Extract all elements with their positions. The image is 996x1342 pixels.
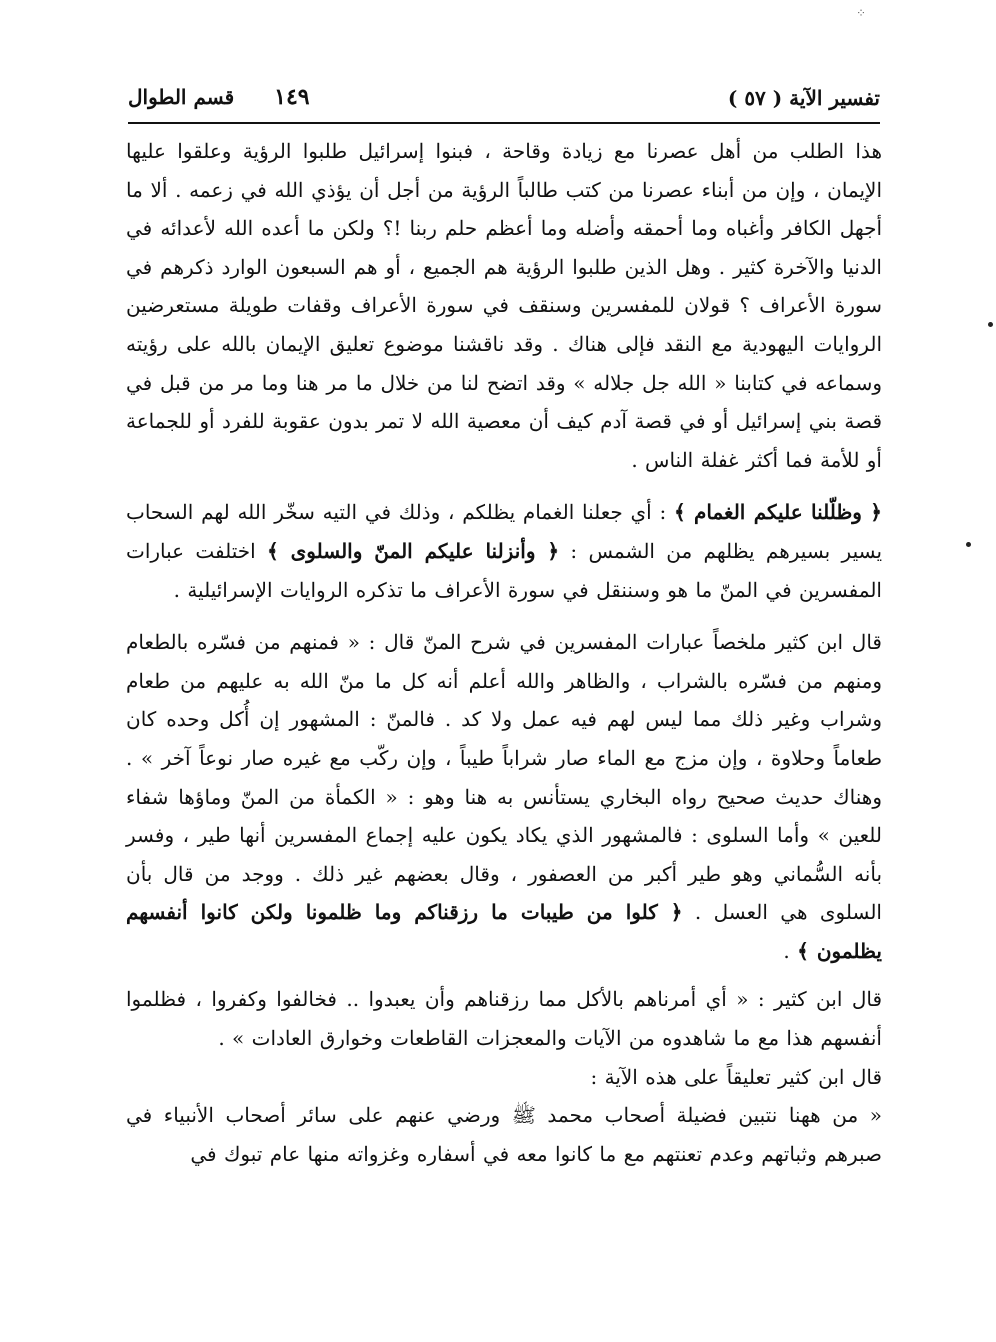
header-left-group — [128, 84, 310, 110]
paragraph-2 — [126, 493, 882, 609]
text-line: بالطعام ومنهم من فسّره بالشراب ، والظاهر والله أعلم أنه كل ما منّ الله به عليهم من — [126, 630, 883, 693]
text-line: وقفات طويلة مستعرضين الروايات اليهودية مع النقد فإلى هناك . وقد ناقشنا موضوع — [126, 293, 882, 356]
page-header — [128, 82, 880, 124]
paragraph-5 — [126, 1058, 882, 1097]
text-line: « من ههنا نتبين فضيلة أصحاب محمد ﷺ ورضي عنهم على سائر أصحاب الأنبياء — [163, 1103, 883, 1128]
page-number: ١٤٩ — [274, 84, 310, 110]
corner-smudge: ⁘ — [855, 6, 868, 20]
text-line: المنّ وماؤها شفاء للعين » وأما السلوى : فالمشهور الذي يكاد يكون عليه إجماع — [126, 784, 882, 848]
text-line: كان طعاماً وحلاوة ، وإن مزج مع الماء صار شراباً طيباً ، وإن ركّب مع غيره صار — [126, 707, 883, 770]
text-line: لأعدائه في الدنيا والآخرة كثير . وهل الذين طلبوا الرؤية هم الجميع ، أو هم السبعون — [126, 216, 882, 279]
text-line: هذا الطلب من أهل عصرنا مع زيادة وقاحة ، فبنوا إسرائيل طلبوا الرؤية وعلقوا عليها — [126, 139, 882, 163]
text-span: . — [783, 938, 798, 963]
quran-quote: ﴿ وأنزلنا عليكم المنّ والسلوى ﴾ — [267, 538, 560, 563]
text-line: اختلفت عبارات المفسرين في المنّ ما هو وسننقل في سورة الأعراف ما تذكره الروايات — [126, 538, 882, 602]
text-line: قال ابن كثير تعليقاً على هذه الآية : — [590, 1064, 882, 1089]
text-line: بدون عقوبة للفرد أو للجماعة أو للأمة فما أكثر غفلة الناس . — [126, 409, 882, 472]
paragraph-4 — [126, 980, 882, 1057]
text-line: ما أجهل الكافر وأغباه وما أحمقه وأضله وما أعظم حلم ربنا !؟ ولكن ما أعده الله — [126, 177, 883, 241]
text-line: قال ابن كثير : « أي أمرناهم بالأكل مما رزقناهم وأن يعبدوا .. فخالفوا وكفروا ، — [195, 987, 883, 1012]
text-line: العادات » . — [218, 1026, 313, 1051]
text-span: : أي جعلنا الغمام يظلكم ، وذلك في التيه سخّر الله — [237, 500, 674, 525]
paragraph-3 — [126, 623, 882, 970]
scan-speck — [966, 542, 971, 547]
quran-quote: ﴿ وظلّلنا عليكم الغمام ﴾ — [673, 500, 883, 525]
section-title: قسم الطوال — [128, 85, 235, 109]
text-line: ما مر هنا وما مر من قبل في قصة بني إسرائيل أو في قصة آدم كيف أن معصية الله لا تمر — [126, 370, 883, 434]
text-span: لهم السحاب يسير بسيرهم يظلهم من الشمس : — [126, 500, 883, 563]
text-line: نوعاً آخر » . وهناك حديث صحيح رواه البخاري يستأنس به هنا وهو : « الكمأة من — [126, 745, 883, 809]
paragraph-1 — [126, 132, 882, 479]
running-title: تفسير الآية ( ٥٧ ) — [727, 86, 880, 110]
text-line: في صبرهم وثباتهم وعدم تعنتهم مع ما كانوا معه في أسفاره وغزواته منها عام تبوك في — [126, 1103, 882, 1166]
scan-speck — [988, 322, 993, 327]
text-span: ذلك . ووجد من قال بأن السلوى هي العسل . — [126, 861, 882, 925]
text-line: المفسرين أنها طير ، وفسر بأنه السُّماني وهو طير أكبر من العصفور ، وقال بعضهم غير — [126, 823, 883, 886]
page-body — [126, 132, 882, 1173]
text-line: الإيمان ، وإن من أبناء عصرنا من كتب طالباً الرؤية من أجل أن يؤذي الله في زعمه . ألا — [150, 177, 883, 202]
text-line: فظلموا أنفسهم هذا مع ما شاهدوه من الآيات والمعجزات القاطعات وخوارق — [126, 987, 882, 1051]
text-line: الإسرائيلية . — [173, 577, 273, 602]
paragraph-6 — [126, 1096, 882, 1173]
text-line: قال ابن كثير ملخصاً عبارات المفسرين في شرح المنّ قال : « فمنهم من فسّره — [197, 630, 882, 655]
text-line: طعام وشراب وغير ذلك مما ليس لهم فيه عمل ولا كد . فالمنّ : المشهور إن أُكل وحده — [126, 668, 883, 732]
text-line: تعليق الإيمان بالله على رؤيته وسماعه في كتابنا « الله جل جلاله » وقد اتضح لنا من خلال — [126, 331, 883, 395]
text-line: الوارد ذكرهم في سورة الأعراف ؟ قولان للمفسرين وسنقف في سورة الأعراف — [126, 254, 883, 318]
quran-quote: ﴿ كلوا من طيبات ما رزقناكم وما ظلمونا ولكن كانوا أنفسهم يظلمون ﴾ — [126, 900, 882, 963]
